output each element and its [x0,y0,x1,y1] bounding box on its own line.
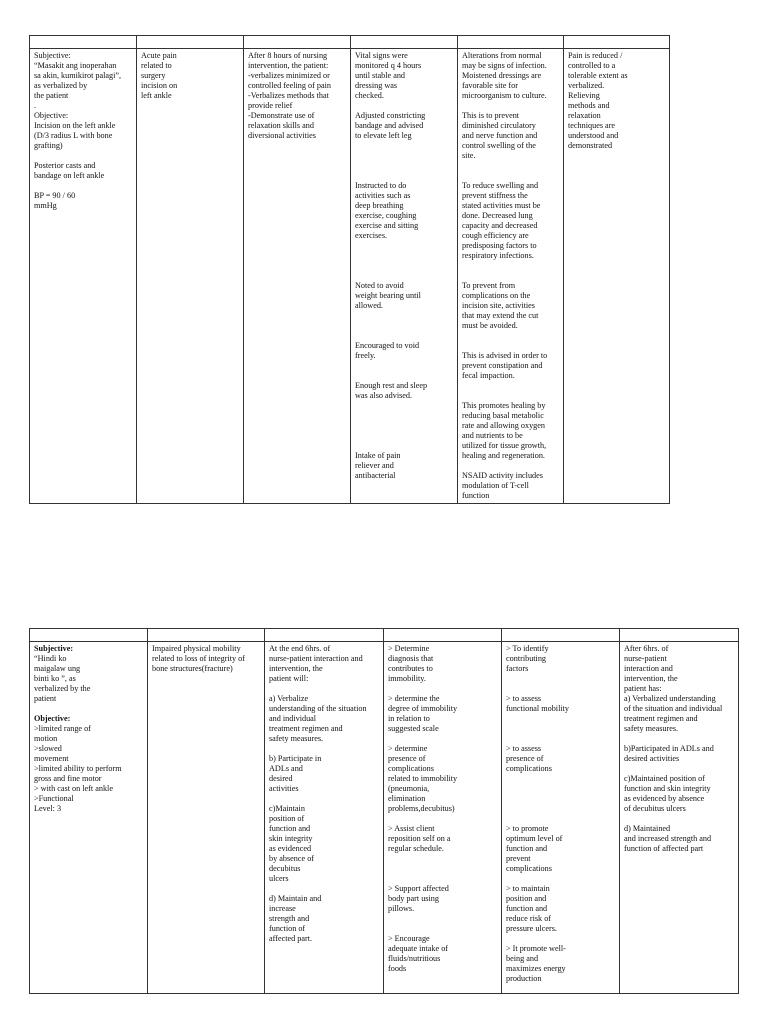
intervention-cell: Vital signs were monitored q 4 hours until stable and dressing was checked. Adjusted constricting bandage and advised to elevate left leg Instructed to do activities such as deep breathing exercise, coughing exercise and sitting exercises. Noted to avoid weight bearing until allowed. Encouraged to void freely. Enough rest and sleep was also advised. Intake of pain reliever and antibacterial [351,49,458,504]
rationale-cell: Alterations from normal may be signs of infection. Moistened dressings are favorable site for microorganism to culture. This is to prevent diminished circulatory and nerve function and control swelling of the site. To reduce swelling and prevent stiffness the stated activities must be done. Decreased lung capacity and decreased cough efficiency are predisposing factors to respiratory infections. To prevent from complications on the incision site, activities that may extend the cut must be avoided. This is advised in order to prevent constipation and fecal impaction. This promotes healing by reducing basal metabolic rate and allowing oxygen and nutrients to be utilized for tissue growth, healing and regeneration. NSAID activity includes modulation of T-cell function [458,49,564,504]
diagnosis-cell: Acute pain related to surgery incision on left ankle [137,49,244,504]
table-header-row [30,629,739,642]
diagnosis-cell: Impaired physical mobility related to loss of integrity of bone structures(fracture) [148,642,265,994]
planning-cell: After 8 hours of nursing intervention, the patient: -verbalizes minimized or controlled feeling of pain -Verbalizes methods that provide relief -Demonstrate use of relaxation skills and diversional activities [244,49,351,504]
planning-cell: At the end 6hrs. of nurse-patient interaction and intervention, the patient will: a) Verbalize understanding of the situation and individual treatment regimen and safety measures. b) Participate in ADLs and desired activities c)Maintain position of function and skin integrity as evidenced by absence of decubitus ulcers d) Maintain and increase strength and function of affected part. [265,642,384,994]
objective-text: Incision on the left ankle (D/3 radius L with bone grafting) Posterior casts and bandage on left ankle BP = 90 / 60 mmHg [34,121,116,210]
rationale-cell: > To identify contributing factors > to assess functional mobility > to assess presence of complications > to promote optimum level of function and prevent complications > to maintain position and function and reduce risk of pressure ulcers. > It promote well- being and maximizes energy production [502,642,620,994]
assessment-cell [30,642,148,994]
subjective-label: Subjective: [34,644,74,653]
table-header-row [30,36,670,49]
objective-label: Objective: [34,714,71,723]
evaluation-cell: Pain is reduced / controlled to a tolerable extent as verbalized. Relieving methods and relaxation techniques are understood and demonstrated [564,49,670,504]
subjective-text: “Hindi ko maigalaw ung binti ko ”, as verbalized by the patient [34,654,91,703]
objective-text: >limited range of motion >slowed movement >limited ability to perform gross and fine motor > with cast on left ankle >Functional Level: 3 [34,724,122,813]
subjective-label: Subjective: [34,51,71,60]
care-plan-table-1 [29,35,670,504]
table-row [30,49,670,504]
evaluation-cell: After 6hrs. of nurse-patient interaction and intervention, the patient has: a) Verbalized understanding of the situation and individual treatment regimen and safety measures. b)Participated in ADLs and desired activities c)Maintained position of function and skin integrity as evidenced by absence of decubitus ulcers d) Maintained and increased strength and function of affected part [620,642,739,994]
objective-label: Objective: [34,111,69,120]
care-plan-table-2 [29,628,739,994]
table-row [30,642,739,994]
subjective-text: “Masakit ang inoperahan sa akin, kumikirot palagi”, as verbalized by the patient . [34,61,122,110]
intervention-cell: > Determine diagnosis that contributes to immobility. > determine the degree of immobility in relation to suggested scale > determine presence of complications related to immobility (pneumonia, elimination problems,decubitus) > Assist client reposition self on a regular schedule. > Support affected body part using pillows. > Encourage adequate intake of fluids/nutritious foods [384,642,502,994]
assessment-cell [30,49,137,504]
